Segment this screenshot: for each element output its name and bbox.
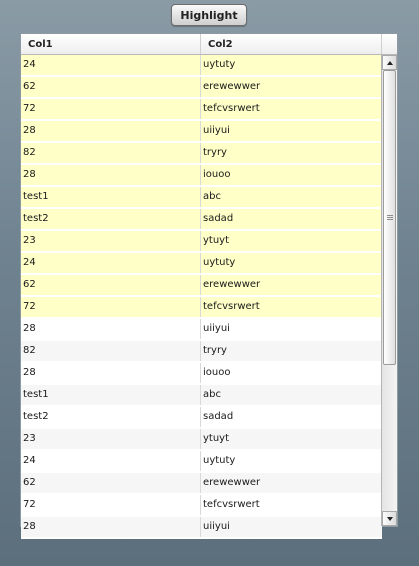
cell-col2: iouoo — [203, 169, 231, 180]
cell-col1: 24 — [21, 451, 201, 471]
cell-col2: uytuty — [203, 257, 236, 268]
table-row[interactable] — [21, 473, 382, 495]
table-row[interactable] — [21, 77, 382, 99]
table-row[interactable] — [21, 429, 382, 451]
table-row[interactable] — [21, 121, 382, 143]
cell-col1: 72 — [21, 99, 201, 119]
cell-col1: 28 — [21, 319, 201, 339]
table-row[interactable] — [21, 451, 382, 473]
cell-col1: 62 — [21, 77, 201, 97]
cell-col2: ytuyt — [203, 433, 230, 444]
cell-col1: test1 — [21, 385, 201, 405]
table-row[interactable] — [21, 165, 382, 187]
cell-col1: 72 — [21, 495, 201, 515]
cell-col2: sadad — [203, 411, 234, 422]
highlight-button[interactable]: Highlight — [171, 4, 247, 26]
table-row[interactable] — [21, 297, 382, 319]
cell-col2: uiiyui — [203, 521, 230, 532]
scrollbar-thumb[interactable] — [383, 70, 396, 365]
table-row[interactable] — [21, 319, 382, 341]
cell-col2: tryry — [203, 147, 227, 158]
scroll-down-button[interactable] — [382, 511, 397, 526]
cell-col1: test1 — [21, 187, 201, 207]
vertical-scrollbar[interactable] — [381, 55, 397, 526]
cell-col2: erewewwer — [203, 477, 261, 488]
table-row[interactable] — [21, 407, 382, 429]
table-row[interactable] — [21, 55, 382, 77]
cell-col2: abc — [203, 191, 221, 202]
cell-col2: tefcvsrwert — [203, 103, 260, 114]
cell-col2: erewewwer — [203, 279, 261, 290]
data-grid — [20, 33, 398, 532]
cell-col1: 23 — [21, 429, 201, 449]
cell-col2: sadad — [203, 213, 234, 224]
cell-col2: tefcvsrwert — [203, 301, 260, 312]
table-row[interactable] — [21, 275, 382, 297]
cell-col1: 62 — [21, 275, 201, 295]
cell-col1: 28 — [21, 517, 201, 537]
table-row[interactable] — [21, 253, 382, 275]
cell-col1: 24 — [21, 253, 201, 273]
table-row[interactable] — [21, 385, 382, 407]
grip-icon — [387, 215, 393, 221]
table-row[interactable] — [21, 187, 382, 209]
cell-col1: 28 — [21, 165, 201, 185]
cell-col1: 23 — [21, 231, 201, 251]
scroll-up-button[interactable] — [382, 55, 397, 70]
cell-col2: uytuty — [203, 59, 236, 70]
cell-col1: 82 — [21, 341, 201, 361]
grid-body — [21, 55, 382, 532]
cell-col1: test2 — [21, 209, 201, 229]
cell-col2: tryry — [203, 345, 227, 356]
cell-col1: 62 — [21, 473, 201, 493]
scroll-up-arrow-icon — [387, 61, 393, 65]
table-row[interactable] — [21, 517, 382, 539]
cell-col1: 72 — [21, 297, 201, 317]
table-row[interactable] — [21, 231, 382, 253]
table-row[interactable] — [21, 341, 382, 363]
cell-col2: ytuyt — [203, 235, 230, 246]
table-row[interactable] — [21, 209, 382, 231]
cell-col2: uiiyui — [203, 323, 230, 334]
scroll-down-arrow-icon — [387, 517, 393, 521]
cell-col2: erewewwer — [203, 81, 261, 92]
cell-col2: uiiyui — [203, 125, 230, 136]
grid-header — [21, 34, 397, 55]
column-header-col2[interactable]: Col2 — [201, 34, 382, 54]
cell-col1: 24 — [21, 55, 201, 75]
column-header-filler — [382, 34, 397, 54]
cell-col1: test2 — [21, 407, 201, 427]
cell-col2: tefcvsrwert — [203, 499, 260, 510]
cell-col2: iouoo — [203, 367, 231, 378]
cell-col2: abc — [203, 389, 221, 400]
table-row[interactable] — [21, 363, 382, 385]
cell-col1: 28 — [21, 121, 201, 141]
table-row[interactable] — [21, 99, 382, 121]
cell-col2: uytuty — [203, 455, 236, 466]
cell-col1: 28 — [21, 363, 201, 383]
table-row[interactable] — [21, 143, 382, 165]
table-row[interactable] — [21, 495, 382, 517]
column-header-col1[interactable]: Col1 — [21, 34, 201, 54]
cell-col1: 82 — [21, 143, 201, 163]
